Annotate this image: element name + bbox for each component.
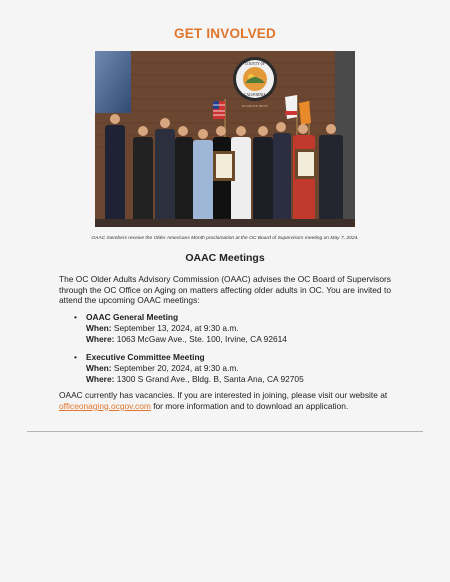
when-value: September 13, 2024, at 9:30 a.m. [113,322,239,333]
section-heading: OAAC Meetings [185,252,265,264]
county-seal-icon [233,57,277,101]
when-label: When: [86,363,112,374]
closing-text-end: for more information and to download an application. [150,400,349,411]
list-item [74,312,394,344]
divider [27,431,423,432]
svg-text:COUNTY OF: COUNTY OF [244,62,266,66]
wall-motto: IN GOD WE TRUST [242,104,268,108]
meeting-name: OAAC General Meeting [86,312,179,322]
group-photo-illustration [95,51,355,227]
closing-text: OAAC currently has vacancies. If you are interested in joining, please visit our website at [59,390,388,400]
meeting-name: Executive Committee Meeting [86,352,205,363]
when-label: When: [86,322,112,333]
bullet-icon: • [74,312,77,322]
when-value: September 20, 2024, at 9:30 a.m. [113,363,239,374]
meeting-where [86,374,394,385]
meeting-when [86,323,394,334]
where-value: 1300 S Grand Ave., Bldg. B, Santa Ana, CA 92705 [116,373,304,384]
where-label: Where: [86,333,115,344]
svg-text:CALIFORNIA: CALIFORNIA [244,93,266,97]
website-link[interactable]: officeonaging.ocgov.com [59,400,151,411]
meeting-list [74,312,394,393]
people-group [105,114,343,227]
bullet-icon: • [74,352,77,363]
page-title: GET INVOLVED [174,26,276,41]
photo-caption: OAAC members receive the Older Americans Month proclamation at the OC Board of Supervisors meeting on May 7, 2024. [91,236,359,241]
closing-paragraph [59,390,391,411]
group-photo [95,51,355,227]
intro-paragraph: The OC Older Adults Advisory Commission (OAAC) advises the OC Board of Supervisors through the OC Office on Aging on matters affecting older adults in OC. You are invited to attend the upcoming OAAC meetings: [59,274,391,306]
where-label: Where: [86,373,115,384]
where-value: 1063 McGaw Ave., Ste. 100, Irvine, CA 92614 [116,333,287,344]
meeting-where [86,334,394,345]
meeting-when [86,363,394,374]
list-item [74,352,394,384]
